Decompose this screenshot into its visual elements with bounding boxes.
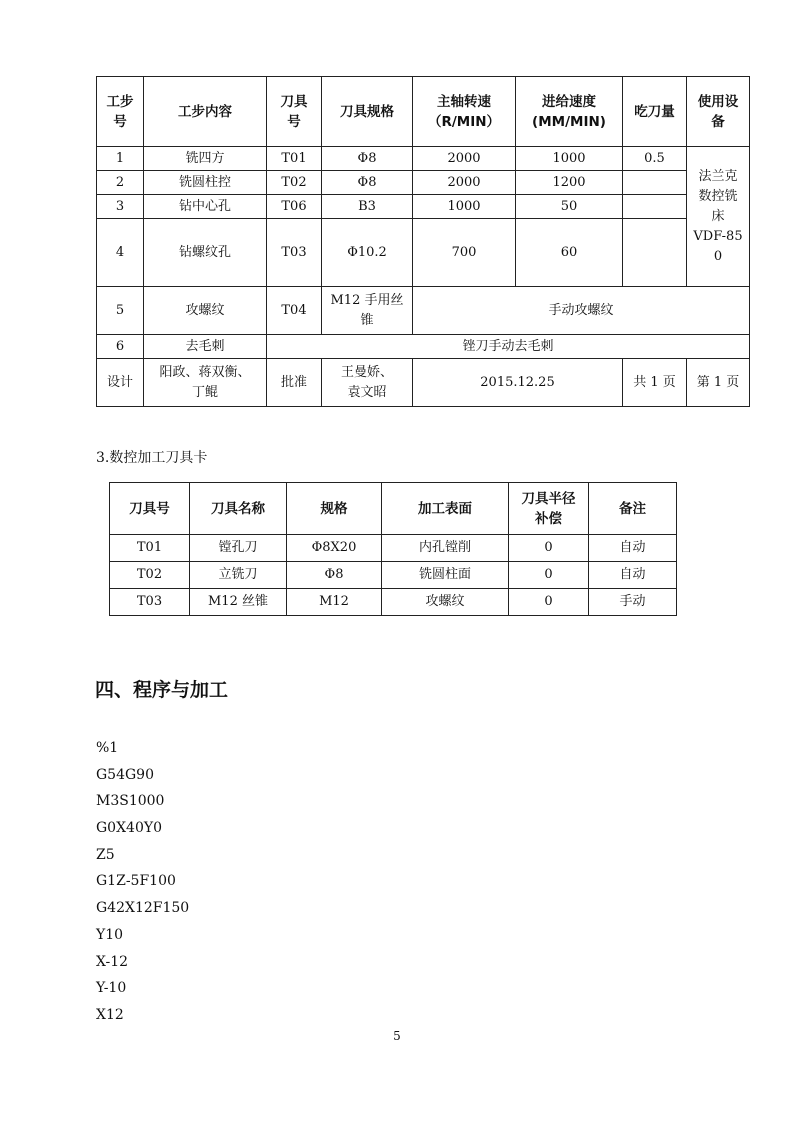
design-label: 设计 — [97, 359, 144, 407]
header-equipment: 使用设 备 — [687, 77, 750, 147]
cell-note: 锉刀手动去毛刺 — [267, 335, 750, 359]
signature-row — [97, 359, 750, 407]
tool-card-caption: 3.数控加工刀具卡 — [96, 450, 208, 466]
cell-step: 4 — [97, 219, 144, 287]
table-row — [97, 147, 750, 171]
table-row — [97, 171, 750, 195]
cell-depth — [623, 171, 687, 195]
table-row — [110, 562, 677, 589]
header-remark: 备注 — [589, 483, 677, 535]
program-line: G0X40Y0 — [96, 820, 163, 837]
cell-remark: 自动 — [589, 535, 677, 562]
header-tool-spec: 刀具规格 — [322, 77, 413, 147]
cell-spec: Φ8X20 — [287, 535, 382, 562]
cell-remark: 自动 — [589, 562, 677, 589]
cell-spec: Φ8 — [322, 147, 413, 171]
cell-spec: Φ8 — [287, 562, 382, 589]
cell-tool-name: M12 丝锥 — [190, 589, 287, 616]
cell-spec: B3 — [322, 195, 413, 219]
cell-spec: Φ10.2 — [322, 219, 413, 287]
cell-spec: M12 — [287, 589, 382, 616]
cell-surface: 铣圆柱面 — [382, 562, 509, 589]
program-line: Z5 — [96, 846, 115, 863]
header-step-no: 工步 号 — [97, 77, 144, 147]
cell-content: 铣圆柱控 — [144, 171, 267, 195]
table-row — [97, 219, 750, 287]
header-radius-comp: 刀具半径 补偿 — [509, 483, 589, 535]
program-line: Y10 — [96, 926, 124, 943]
header-tool-no: 刀具号 — [110, 483, 190, 535]
cell-tool-no: T01 — [110, 535, 190, 562]
approve-label: 批准 — [267, 359, 322, 407]
current-page: 第 1 页 — [687, 359, 750, 407]
cell-spindle: 1000 — [413, 195, 516, 219]
total-pages: 共 1 页 — [623, 359, 687, 407]
cell-step: 6 — [97, 335, 144, 359]
cell-comp: 0 — [509, 535, 589, 562]
cell-step: 5 — [97, 287, 144, 335]
program-line: X-12 — [96, 953, 129, 970]
page-number: 5 — [393, 1029, 401, 1043]
cell-equipment: 法兰克 数控铣 床 VDF-85 0 — [687, 147, 750, 287]
cell-step: 1 — [97, 147, 144, 171]
process-table — [96, 76, 750, 407]
cell-spec: M12 手用丝 锥 — [322, 287, 413, 335]
cell-surface: 内孔镗削 — [382, 535, 509, 562]
cell-tool: T02 — [267, 171, 322, 195]
header-tool-name: 刀具名称 — [190, 483, 287, 535]
cell-spindle: 2000 — [413, 147, 516, 171]
cell-content: 钻螺纹孔 — [144, 219, 267, 287]
date-cell: 2015.12.25 — [413, 359, 623, 407]
cell-depth — [623, 219, 687, 287]
process-header-row — [97, 77, 750, 147]
table-row — [97, 335, 750, 359]
tool-card-table — [109, 482, 677, 616]
cell-depth — [623, 195, 687, 219]
cell-comp: 0 — [509, 562, 589, 589]
cell-note: 手动攻螺纹 — [413, 287, 750, 335]
cell-tool: T06 — [267, 195, 322, 219]
cell-tool-name: 镗孔刀 — [190, 535, 287, 562]
table-row — [97, 287, 750, 335]
header-spec: 规格 — [287, 483, 382, 535]
program-line: G42X12F150 — [96, 900, 190, 917]
cell-step: 2 — [97, 171, 144, 195]
table-row — [110, 589, 677, 616]
cell-spindle: 700 — [413, 219, 516, 287]
cell-tool: T01 — [267, 147, 322, 171]
header-step-content: 工步内容 — [144, 77, 267, 147]
header-spindle-speed: 主轴转速 （R/MIN） — [413, 77, 516, 147]
cell-tool-no: T02 — [110, 562, 190, 589]
cell-surface: 攻螺纹 — [382, 589, 509, 616]
cell-remark: 手动 — [589, 589, 677, 616]
header-surface: 加工表面 — [382, 483, 509, 535]
program-line: G1Z-5F100 — [96, 873, 176, 890]
header-feed-rate: 进给速度 (MM/MIN) — [516, 77, 623, 147]
program-line: X12 — [96, 1006, 124, 1023]
tool-header-row — [110, 483, 677, 535]
cell-feed: 50 — [516, 195, 623, 219]
cell-feed: 1200 — [516, 171, 623, 195]
designer-names: 阳政、蒋双衡、 丁鲲 — [144, 359, 267, 407]
cell-content: 铣四方 — [144, 147, 267, 171]
cell-depth: 0.5 — [623, 147, 687, 171]
cell-content: 去毛刺 — [144, 335, 267, 359]
table-row — [97, 195, 750, 219]
cell-tool: T03 — [267, 219, 322, 287]
section-heading: 四、程序与加工 — [95, 679, 229, 701]
cell-content: 钻中心孔 — [144, 195, 267, 219]
cell-tool: T04 — [267, 287, 322, 335]
header-tool-no: 刀具 号 — [267, 77, 322, 147]
cell-feed: 60 — [516, 219, 623, 287]
cell-spindle: 2000 — [413, 171, 516, 195]
cell-feed: 1000 — [516, 147, 623, 171]
approver-names: 王曼娇、 袁文昭 — [322, 359, 413, 407]
program-line: %1 — [96, 740, 119, 756]
cell-tool-no: T03 — [110, 589, 190, 616]
program-line: M3S1000 — [96, 793, 165, 810]
program-listing — [96, 738, 189, 1032]
program-line: Y-10 — [96, 980, 127, 997]
cell-spec: Φ8 — [322, 171, 413, 195]
cell-step: 3 — [97, 195, 144, 219]
program-line: G54G90 — [96, 766, 154, 783]
cell-tool-name: 立铣刀 — [190, 562, 287, 589]
cell-comp: 0 — [509, 589, 589, 616]
header-cut-depth: 吃刀量 — [623, 77, 687, 147]
cell-content: 攻螺纹 — [144, 287, 267, 335]
table-row — [110, 535, 677, 562]
